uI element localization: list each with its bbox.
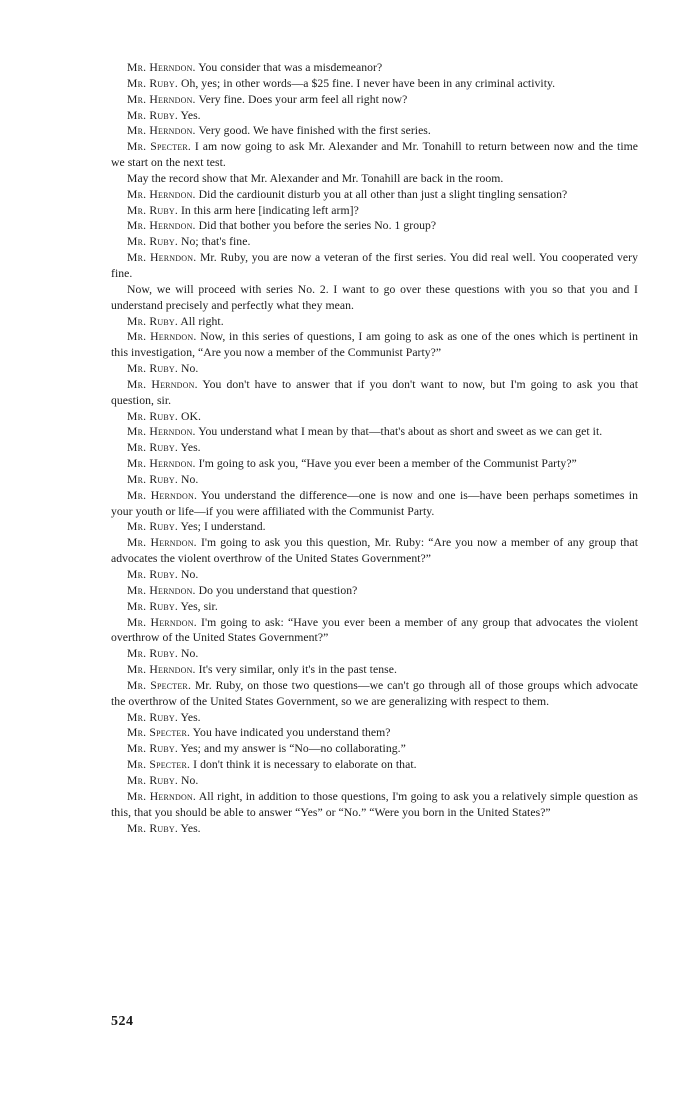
paragraph-text: OK. <box>180 409 201 423</box>
paragraph-text: All right, in addition to those questions, I'm going to ask you a relatively simple question as this, that you should be able to answer “Yes” or “No.” “Were you born in the United States?” <box>111 789 639 819</box>
speaker-label: Mr. Ruby. <box>127 203 178 217</box>
speaker-label: Mr. Herndon. <box>127 536 197 550</box>
transcript-paragraph <box>111 361 638 377</box>
speaker-label: Mr. Ruby. <box>127 599 178 613</box>
paragraph-text: No. <box>180 773 199 787</box>
transcript-paragraph <box>111 424 638 440</box>
transcript-paragraph <box>111 583 638 599</box>
transcript-paragraph <box>111 757 638 773</box>
paragraph-text: No. <box>180 362 199 376</box>
speaker-label: Mr. Herndon. <box>127 425 196 439</box>
transcript-paragraph <box>111 535 638 567</box>
transcript-paragraph <box>111 725 638 741</box>
speaker-label: Mr. Specter. <box>127 758 191 772</box>
paragraph-text: Yes, sir. <box>180 599 218 613</box>
transcript-paragraph <box>111 662 638 678</box>
transcript-paragraph <box>111 710 638 726</box>
speaker-label: Mr. Herndon. <box>127 488 198 502</box>
speaker-label: Mr. Ruby. <box>127 108 178 122</box>
paragraph-text: Now, in this series of questions, I am going to ask as one of the ones which is pertinent in this investigation, “Are you now a member of the Communist Party?” <box>111 330 638 360</box>
transcript-paragraph <box>111 377 638 409</box>
speaker-label: Mr. Herndon. <box>127 330 197 344</box>
paragraph-text: Did the cardiounit disturb you at all other than just a slight tingling sensation? <box>198 187 568 201</box>
speaker-label: Mr. Herndon. <box>127 124 196 138</box>
transcript-paragraph <box>111 282 638 314</box>
speaker-label: Mr. Herndon. <box>127 457 196 471</box>
paragraph-text: I am now going to ask Mr. Alexander and Mr. Tonahill to return between now and the time we start on the next test. <box>111 140 638 170</box>
transcript-paragraph <box>111 139 638 171</box>
speaker-label: Mr. Ruby. <box>127 472 178 486</box>
speaker-label: Mr. Specter. <box>127 726 191 740</box>
speaker-label: Mr. Herndon. <box>127 251 197 265</box>
paragraph-text: In this arm here [indicating left arm]? <box>180 203 359 217</box>
transcript-paragraph <box>111 76 638 92</box>
speaker-label: Mr. Ruby. <box>127 647 178 661</box>
paragraph-text: No. <box>180 568 199 581</box>
paragraph-text: Yes. <box>180 710 201 724</box>
transcript-paragraph <box>111 187 638 203</box>
transcript-paragraph <box>111 108 638 124</box>
speaker-label: Mr. Ruby. <box>127 76 178 90</box>
speaker-label: Mr. Herndon. <box>127 615 197 629</box>
speaker-label: Mr. Herndon. <box>127 187 196 201</box>
paragraph-text: You understand what I mean by that—that's about as short and sweet as we can get it. <box>198 425 603 439</box>
transcript-paragraph <box>111 314 638 330</box>
paragraph-text: Now, we will proceed with series No. 2. I want to go over these questions with you so that you and I understand precisely and perfectly what they mean. <box>111 282 638 312</box>
speaker-label: Mr. Herndon. <box>127 92 196 106</box>
paragraph-text: May the record show that Mr. Alexander and Mr. Tonahill are back in the room. <box>127 171 504 185</box>
speaker-label: Mr. Ruby. <box>127 710 178 724</box>
transcript-paragraph <box>111 821 638 837</box>
transcript-paragraph <box>111 678 638 710</box>
transcript-body <box>111 60 638 836</box>
transcript-paragraph <box>111 615 638 647</box>
transcript-paragraph <box>111 488 638 520</box>
transcript-paragraph <box>111 203 638 219</box>
paragraph-text: You understand the difference—one is now and one is—have been perhaps sometimes in your youth or life—if you were affiliated with the Communist Party. <box>111 488 638 518</box>
transcript-paragraph <box>111 250 638 282</box>
paragraph-text: I'm going to ask you this question, Mr. Ruby: “Are you now a member of any group that advocates the violent overthrow of the United States Government?” <box>111 536 638 566</box>
transcript-paragraph <box>111 92 638 108</box>
transcript-paragraph <box>111 519 638 535</box>
transcript-paragraph <box>111 472 638 488</box>
paragraph-text: Do you understand that question? <box>198 583 358 597</box>
paragraph-text: It's very similar, only it's in the past tense. <box>198 663 397 677</box>
paragraph-text: You have indicated you understand them? <box>192 726 391 740</box>
speaker-label: Mr. Herndon. <box>127 61 196 74</box>
speaker-label: Mr. Ruby. <box>127 742 178 756</box>
transcript-paragraph <box>111 440 638 456</box>
paragraph-text: Yes. <box>180 108 201 122</box>
transcript-paragraph <box>111 567 638 583</box>
paragraph-text: I'm going to ask you, “Have you ever been a member of the Communist Party?” <box>198 457 577 471</box>
transcript-paragraph <box>111 646 638 662</box>
speaker-label: Mr. Ruby. <box>127 235 178 249</box>
paragraph-text: Yes. <box>180 441 201 455</box>
speaker-label: Mr. Ruby. <box>127 568 178 581</box>
speaker-label: Mr. Ruby. <box>127 314 178 328</box>
speaker-label: Mr. Ruby. <box>127 362 178 376</box>
paragraph-text: No. <box>180 472 199 486</box>
transcript-paragraph <box>111 123 638 139</box>
paragraph-text: Oh, yes; in other words—a $25 fine. I never have been in any criminal activity. <box>180 76 556 90</box>
transcript-paragraph <box>111 234 638 250</box>
paragraph-text: No; that's fine. <box>180 235 251 249</box>
paragraph-text: Yes. <box>180 821 201 835</box>
paragraph-text: All right. <box>180 314 224 328</box>
speaker-label: Mr. Ruby. <box>127 773 178 787</box>
speaker-label: Mr. Herndon. <box>127 219 196 233</box>
paragraph-text: Yes; and my answer is “No—no collaborating.” <box>180 742 406 756</box>
speaker-label: Mr. Ruby. <box>127 441 178 455</box>
paragraph-text: I don't think it is necessary to elaborate on that. <box>193 758 417 772</box>
paragraph-text: No. <box>180 647 199 661</box>
paragraph-text: Mr. Ruby, on those two questions—we can't go through all of those groups which advocate the overthrow of the United States Government, so we are generalizing with respect to them. <box>111 678 638 708</box>
transcript-paragraph <box>111 329 638 361</box>
paragraph-text: You don't have to answer that if you don't want to now, but I'm going to ask you that question, sir. <box>111 377 638 407</box>
speaker-label: Mr. Herndon. <box>127 583 196 597</box>
transcript-paragraph <box>111 741 638 757</box>
paragraph-text: Very good. We have finished with the first series. <box>198 124 431 138</box>
speaker-label: Mr. Herndon. <box>127 663 196 677</box>
speaker-label: Mr. Herndon. <box>127 789 197 803</box>
speaker-label: Mr. Herndon. <box>127 377 198 391</box>
paragraph-text: I'm going to ask: “Have you ever been a member of any group that advocates the violent overthrow of the United States Government?” <box>111 615 638 645</box>
paragraph-text: Very fine. Does your arm feel all right now? <box>198 92 408 106</box>
transcript-paragraph <box>111 171 638 187</box>
speaker-label: Mr. Ruby. <box>127 821 178 835</box>
paragraph-text: Mr. Ruby, you are now a veteran of the first series. You did real well. You cooperated very fine. <box>111 251 638 280</box>
paragraph-text: Yes; I understand. <box>180 520 266 534</box>
transcript-paragraph <box>111 456 638 472</box>
transcript-paragraph <box>111 60 638 76</box>
paragraph-text: You consider that was a misdemeanor? <box>198 61 383 74</box>
transcript-paragraph <box>111 773 638 789</box>
speaker-label: Mr. Ruby. <box>127 409 178 423</box>
transcript-paragraph <box>111 409 638 425</box>
transcript-paragraph <box>111 599 638 615</box>
paragraph-text: Did that bother you before the series No. 1 group? <box>198 219 437 233</box>
speaker-label: Mr. Specter. <box>127 678 192 692</box>
transcript-paragraph <box>111 789 638 821</box>
speaker-label: Mr. Specter. <box>127 140 192 154</box>
speaker-label: Mr. Ruby. <box>127 520 178 534</box>
transcript-paragraph <box>111 218 638 234</box>
page-number: 524 <box>111 1014 134 1029</box>
